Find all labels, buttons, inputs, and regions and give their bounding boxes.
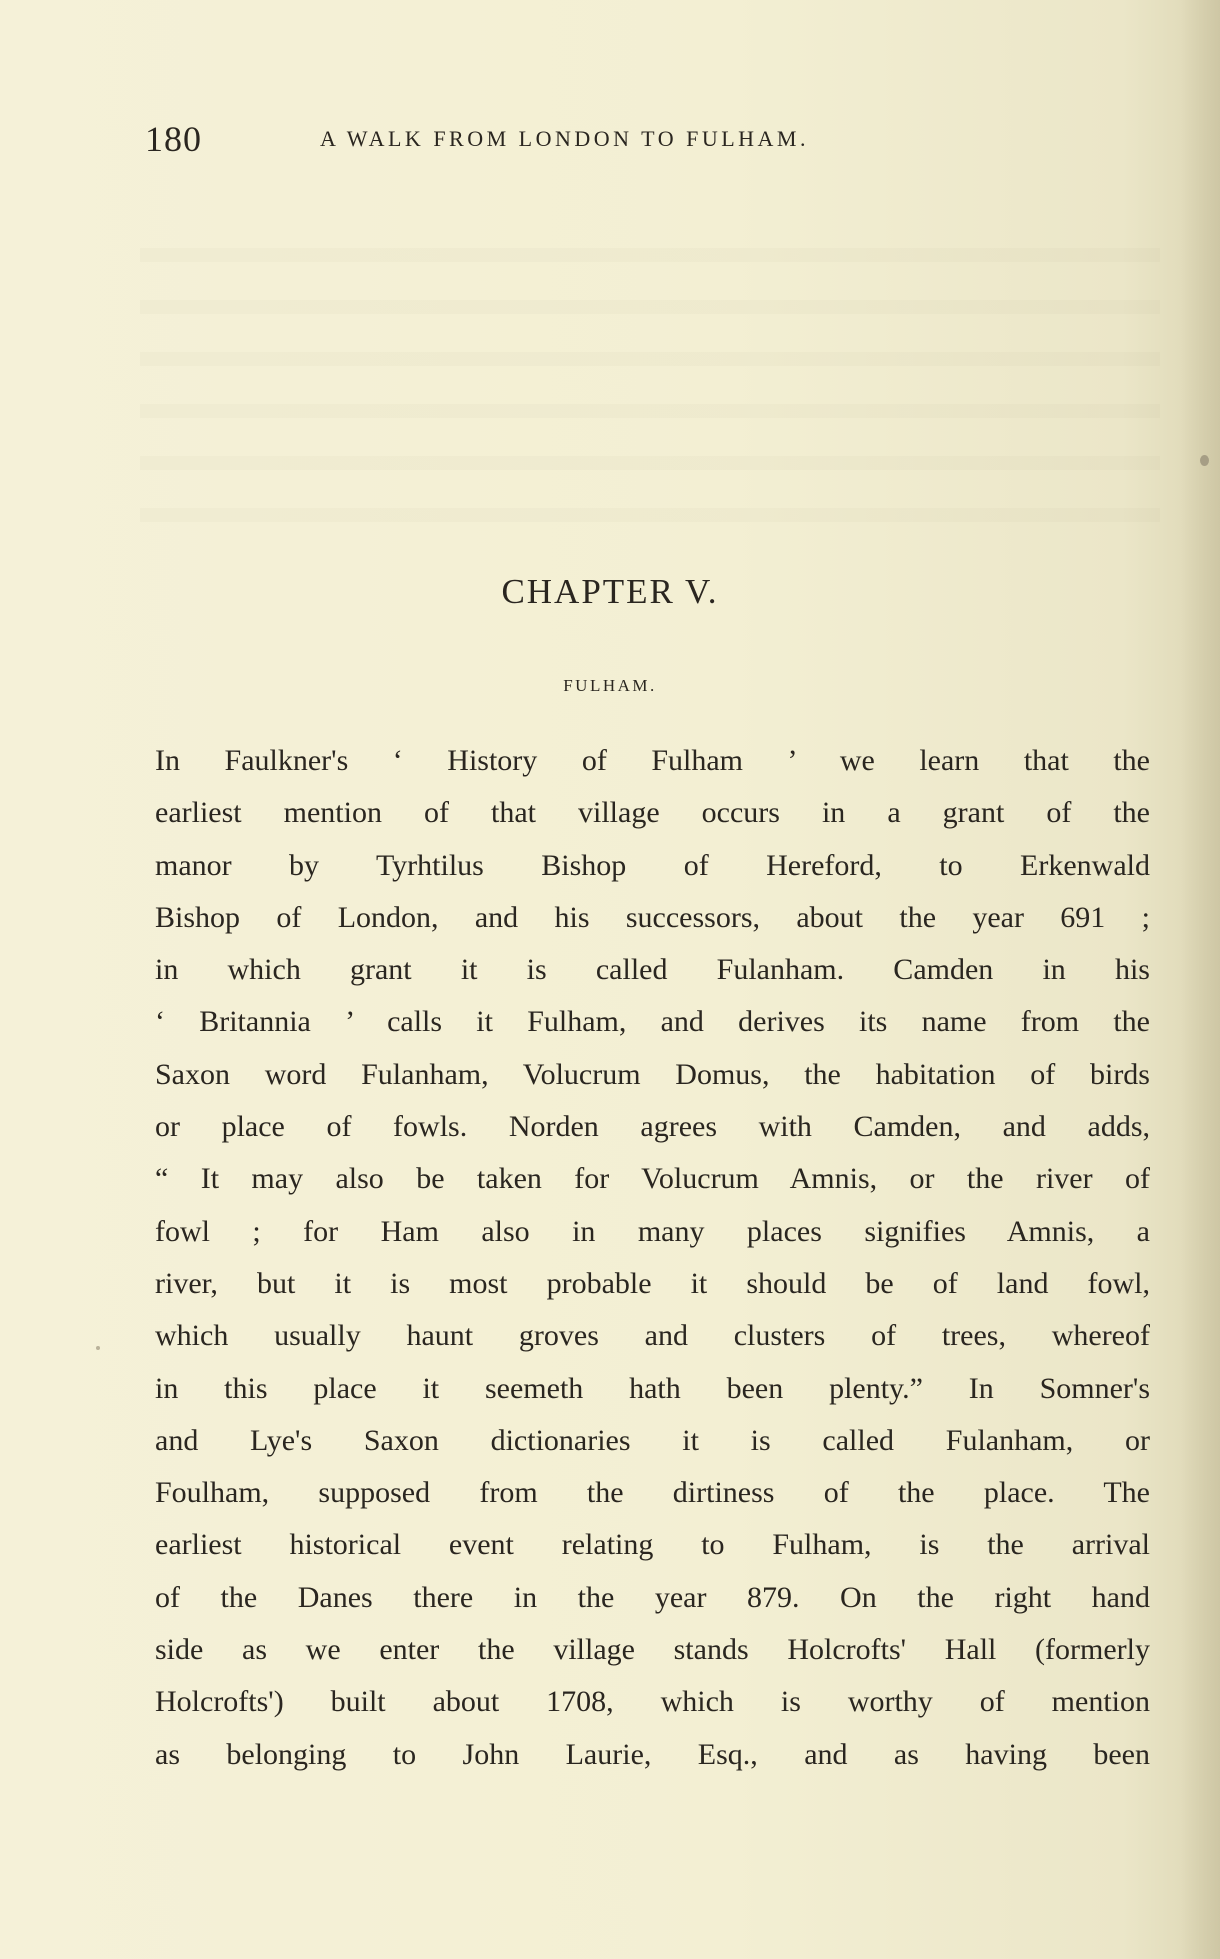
text-line: “ It may also be taken for Volucrum Amnis, or the river of	[155, 1162, 1150, 1196]
text-line: side as we enter the village stands Holcrofts' Hall (formerly	[155, 1633, 1150, 1667]
margin-dot	[96, 1346, 100, 1350]
section-title: FULHAM.	[563, 676, 657, 695]
text-line: manor by Tyrhtilus Bishop of Hereford, to Erkenwald	[155, 848, 1150, 882]
text-line: In Faulkner's ‘ History of Fulham ’ we learn that the	[155, 744, 1150, 777]
body-text	[155, 735, 1150, 1781]
text-line: in which grant it is called Fulanham. Camden in his	[155, 953, 1150, 987]
text-line: Saxon word Fulanham, Volucrum Domus, the habitation of birds	[155, 1057, 1150, 1091]
text-line: Foulham, supposed from the dirtiness of the place. The	[155, 1476, 1150, 1510]
text-line: river, but it is most probable it should be of land fowl,	[155, 1266, 1150, 1300]
text-line: of the Danes there in the year 879. On the right hand	[155, 1580, 1150, 1614]
text-line: ‘ Britannia ’ calls it Fulham, and derives its name from the	[155, 1005, 1150, 1039]
text-line: Holcrofts') built about 1708, which is worthy of mention	[155, 1685, 1150, 1719]
page-number: 180	[145, 119, 202, 159]
text-line: as belonging to John Laurie, Esq., and as having been	[155, 1737, 1150, 1771]
text-line: Bishop of London, and his successors, about the year 691 ;	[155, 900, 1150, 934]
text-line: earliest historical event relating to Fulham, is the arrival	[155, 1528, 1150, 1562]
text-line: fowl ; for Ham also in many places signifies Amnis, a	[155, 1214, 1150, 1248]
chapter-title: CHAPTER V.	[501, 572, 719, 611]
running-title: A WALK FROM LONDON TO FULHAM.	[320, 126, 809, 151]
text-line: earliest mention of that village occurs in a grant of the	[155, 796, 1150, 830]
page-edge-shadow	[1180, 0, 1220, 1959]
text-line: which usually haunt groves and clusters of trees, whereof	[155, 1319, 1150, 1353]
text-line: in this place it seemeth hath been plenty.” In Somner's	[155, 1371, 1150, 1405]
text-line: or place of fowls. Norden agrees with Camden, and adds,	[155, 1110, 1150, 1144]
running-head	[145, 118, 995, 158]
margin-spot	[1200, 455, 1209, 466]
text-line: and Lye's Saxon dictionaries it is called Fulanham, or	[155, 1423, 1150, 1457]
show-through-text	[140, 210, 1160, 540]
